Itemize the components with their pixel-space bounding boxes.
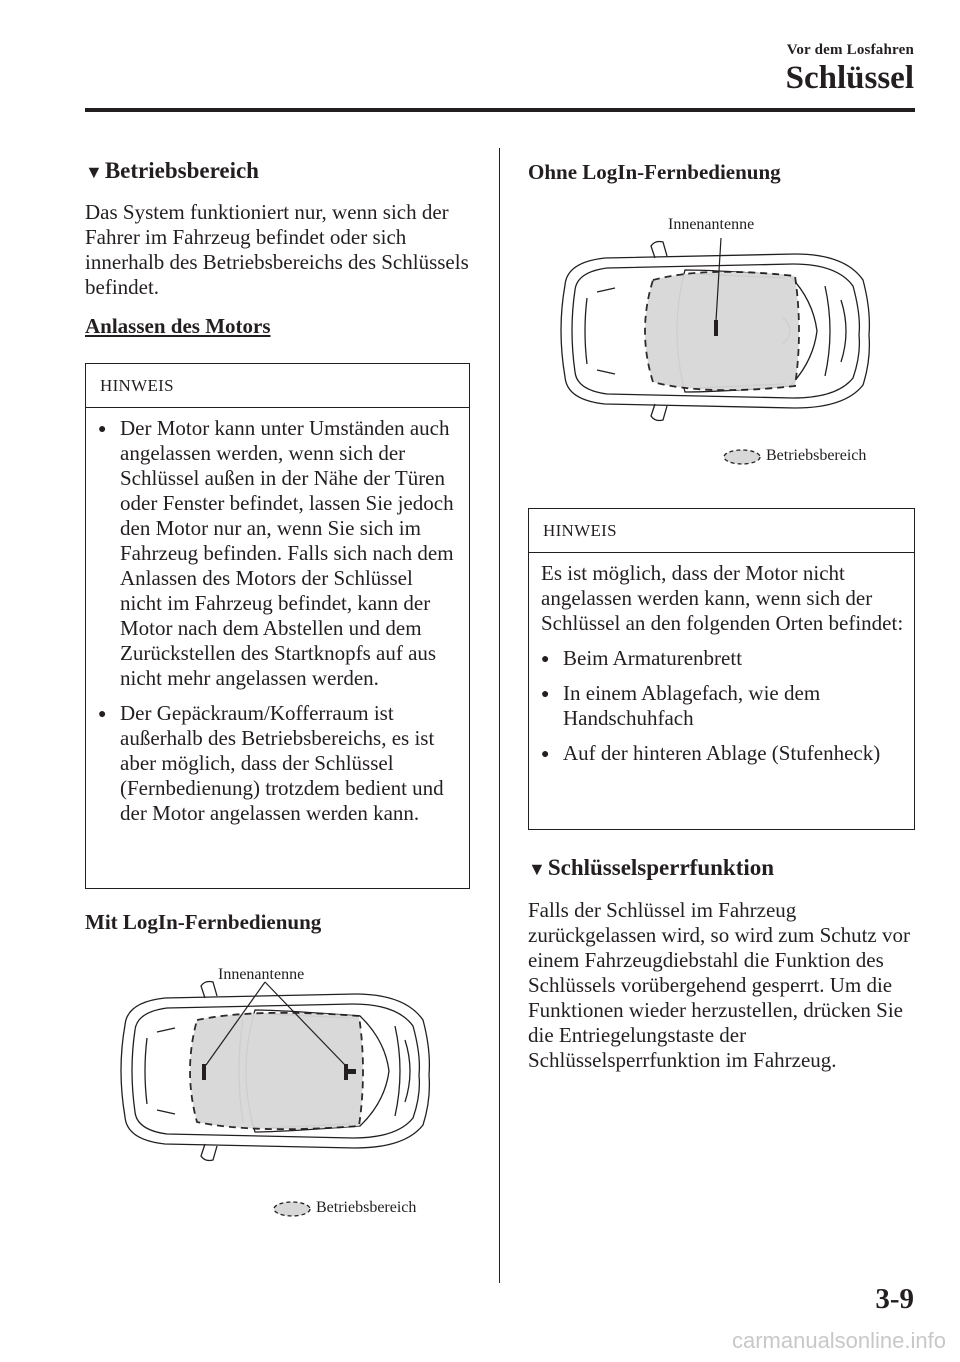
legend-label: Betriebsbereich bbox=[316, 1199, 417, 1216]
bullet-dot-icon: ● bbox=[98, 422, 107, 437]
intro-paragraph: Das System funktioniert nur, wenn sich der Fahrer im Fahrzeug befindet oder sich innerhalb des Betriebsbereichs des Schlüssels befindet. bbox=[85, 200, 469, 299]
operating-area-legend-icon bbox=[272, 1200, 312, 1218]
heading-text: Betriebsbereich bbox=[104, 158, 259, 183]
car-diagram-with-login bbox=[105, 980, 435, 1160]
note-bullet bbox=[541, 681, 904, 731]
heading-text: Schlüsselsperrfunktion bbox=[547, 855, 775, 880]
note-box-left bbox=[85, 363, 470, 889]
watermark: carmanualsonline.info bbox=[731, 1328, 946, 1353]
section-title: Schlüssel bbox=[785, 60, 914, 96]
chapter-title: Vor dem Losfahren bbox=[786, 42, 914, 58]
figure-heading-without-login: Ohne LogIn-Fernbedienung bbox=[528, 160, 781, 184]
bullet-dot-icon: ● bbox=[541, 687, 550, 702]
triangle-marker-icon: ▼ bbox=[528, 858, 546, 879]
subheading-anlassen: Anlassen des Motors bbox=[85, 314, 271, 338]
bullet-text: Auf der hinteren Ablage (Stufenheck) bbox=[563, 741, 881, 765]
page-number: 3-9 bbox=[875, 1283, 914, 1315]
bullet-dot-icon: ● bbox=[541, 652, 550, 667]
heading-schluesselsperrfunktion bbox=[528, 855, 774, 881]
car-diagram-without-login bbox=[545, 240, 875, 420]
heading-betriebsbereich bbox=[85, 158, 259, 184]
bullet-text: Der Gepäckraum/Kofferraum ist außerhalb des Betriebsbereichs, es ist aber möglich, dass der Schlüssel (Fernbedienung) trotzdem bedient und der Motor angelassen werden kann. bbox=[120, 701, 444, 825]
bullet-dot-icon: ● bbox=[98, 707, 107, 722]
note-title: HINWEIS bbox=[86, 364, 469, 408]
note-title: HINWEIS bbox=[529, 509, 914, 553]
bullet-text: In einem Ablagefach, wie dem Handschuhfach bbox=[563, 681, 821, 730]
column-divider bbox=[499, 148, 500, 1283]
legend-label: Betriebsbereich bbox=[766, 447, 867, 464]
antenna-label: Innenantenne bbox=[218, 966, 305, 983]
lock-function-paragraph: Falls der Schlüssel im Fahrzeug zurückgelassen wird, so wird zum Schutz vor einem Fahrzeugdiebstahl die Funktion des Schlüssels vorübergehend gesperrt. Um die Funktionen wieder herzustellen, drücken Sie die Entriegelungstaste der Schlüsselsperrfunktion im Fahrzeug. bbox=[528, 898, 910, 1072]
triangle-marker-icon: ▼ bbox=[85, 161, 103, 182]
note-box-right bbox=[528, 508, 915, 830]
note-bullet bbox=[541, 741, 904, 766]
note-bullet bbox=[541, 646, 904, 671]
note-bullet bbox=[98, 416, 459, 691]
operating-area-legend-icon bbox=[722, 448, 762, 466]
header-rule bbox=[85, 108, 915, 112]
note-bullet bbox=[98, 701, 459, 826]
antenna-label: Innenantenne bbox=[668, 216, 755, 233]
bullet-text: Beim Armaturenbrett bbox=[563, 646, 743, 670]
note-intro: Es ist möglich, dass der Motor nicht angelassen werden kann, wenn sich der Schlüssel an den folgenden Orten befindet: bbox=[541, 561, 904, 635]
figure-heading-with-login: Mit LogIn-Fernbedienung bbox=[85, 910, 322, 934]
bullet-dot-icon: ● bbox=[541, 747, 550, 762]
bullet-text: Der Motor kann unter Umständen auch angelassen werden, wenn sich der Schlüssel außen in der Nähe der Türen oder Fenster befindet, lassen Sie jedoch den Motor nur an, wenn Sie sich im Fahrzeug befinden. Falls sich nach dem Anlassen des Motors der Schlüssel nicht im Fahrzeug befindet, kann der Motor nach dem Abstellen und dem Zurückstellen des Startknopfs auf aus nicht mehr angelassen werden. bbox=[120, 416, 454, 690]
